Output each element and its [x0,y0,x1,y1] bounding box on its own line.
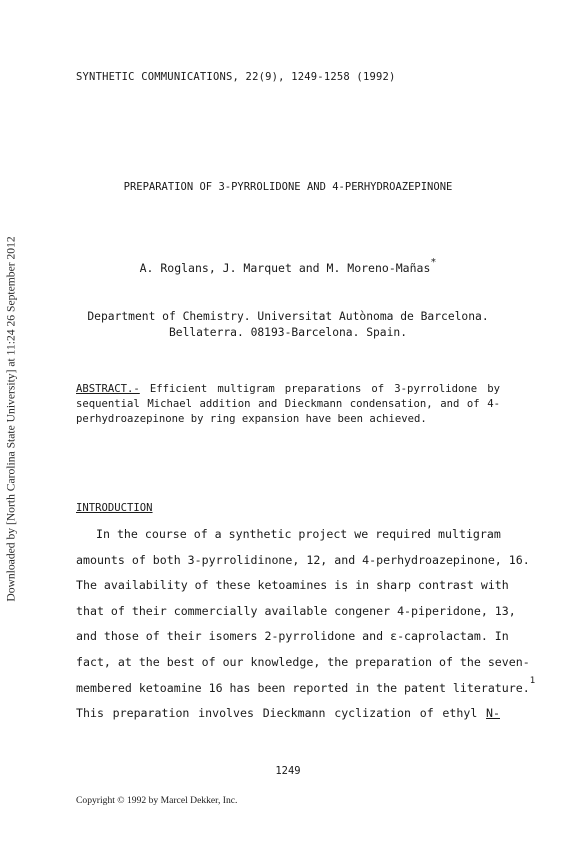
paragraph-line: fact, at the best of our knowledge, the preparation of the seven- [76,654,530,669]
paragraph-line-last [76,701,500,727]
download-note-text: Downloaded by [North Carolina State University] at 11:24 26 September 2012 [4,236,18,602]
paragraph-line-with-reference [76,675,536,702]
affiliation-line: Department of Chemistry. Universitat Autònoma de Barcelona. [87,310,489,323]
paragraph-line: amounts of both 3-pyrrolidinone, 12, and 4-perhydroazepinone, 16. [76,552,530,567]
affiliation [0,309,576,341]
abstract-label: ABSTRACT.- [76,383,140,395]
author-list [0,259,576,275]
affiliation-line: Bellaterra. 08193-Barcelona. Spain. [168,326,408,339]
introduction-paragraph [76,522,536,727]
abstract-text: Efficient multigram preparations of 3-pyrrolidone by sequential Michael addition and Dieckmann condensation, and of 4-perhydroazepinone by ring expansion have been achieved. [76,383,500,425]
article-title: PREPARATION OF 3-PYRROLIDONE AND 4-PERHYDROAZEPINONE [123,181,453,193]
corresponding-author-mark: * [430,257,437,268]
copyright-notice: Copyright © 1992 by Marcel Dekker, Inc. [76,795,238,806]
paragraph-line-text: This preparation involves Dieckmann cyclization of ethyl [76,706,487,721]
paragraph-line-text: membered ketoamine 16 has been reported in the patent literature. [76,680,530,695]
download-note [2,214,20,624]
paragraph-line: The availability of these ketoamines is in sharp contrast with [76,578,509,593]
paragraph-line: and those of their isomers 2-pyrrolidone and ε-caprolactam. In [76,629,509,644]
underlined-fragment: N- [486,706,500,721]
abstract [76,382,500,427]
paragraph-line: that of their commercially available congener 4-piperidone, 13, [76,603,516,618]
journal-header: SYNTHETIC COMMUNICATIONS, 22(9), 1249-1258 (1992) [76,71,396,83]
section-heading-introduction: INTRODUCTION [76,502,153,514]
reference-mark: 1 [529,675,536,686]
paragraph-line: In the course of a synthetic project we required multigram [96,527,501,541]
author-names: A. Roglans, J. Marquet and M. Moreno-Mañas [139,260,431,275]
page-number: 1249 [275,765,301,777]
